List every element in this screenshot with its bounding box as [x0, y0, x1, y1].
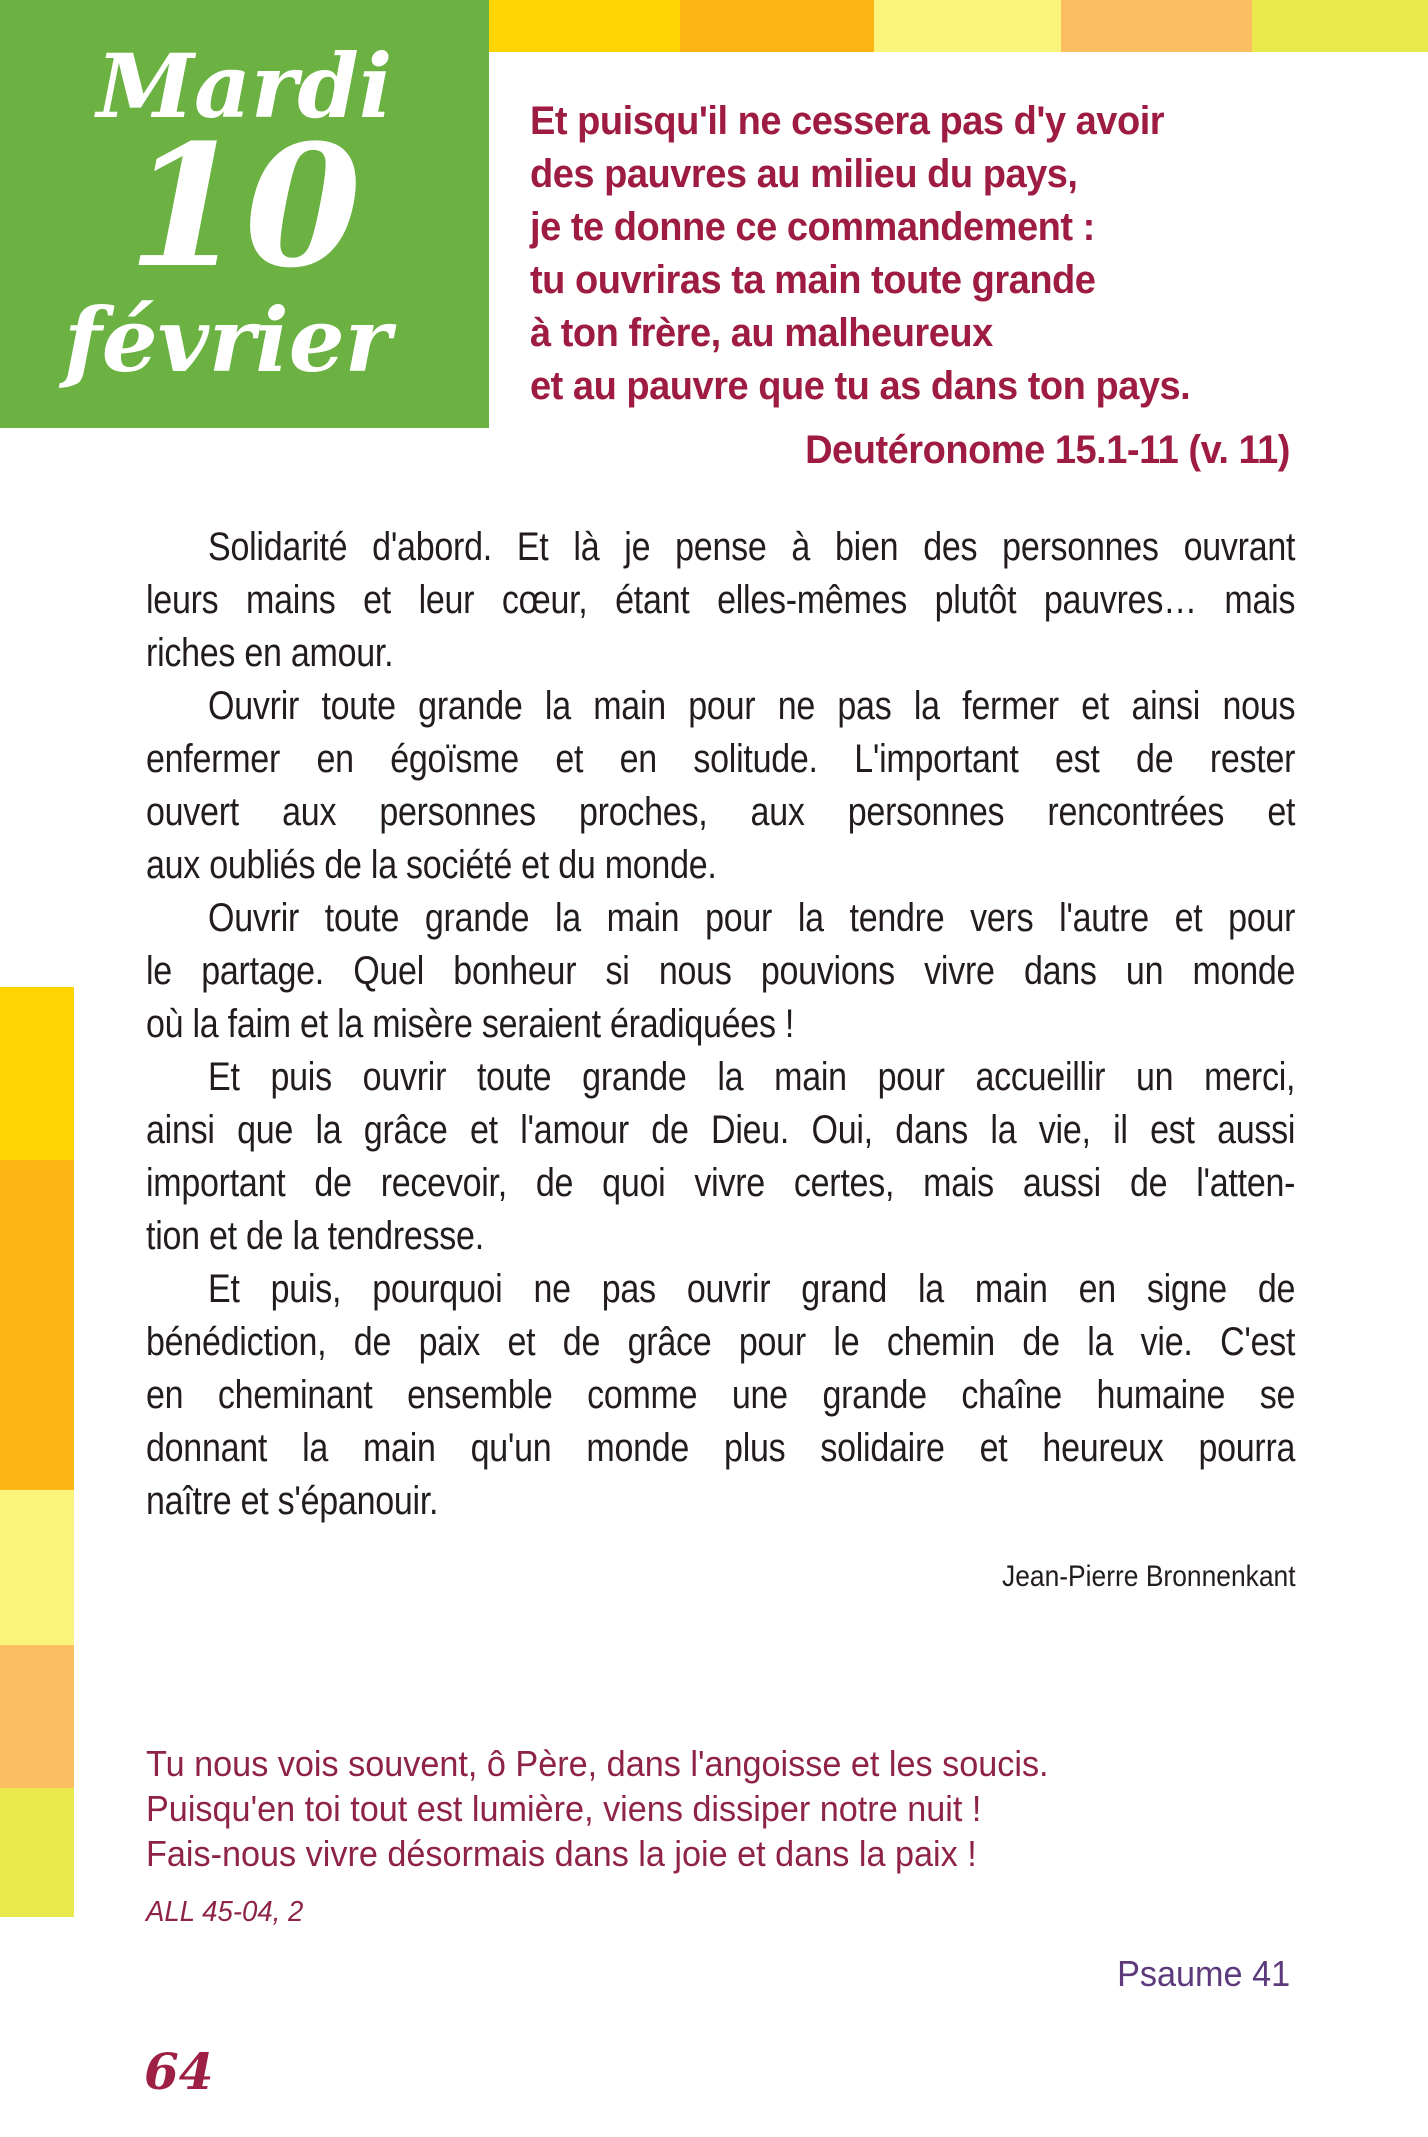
verse-line: Et puisqu'il ne cessera pas d'y avoir: [530, 99, 1165, 143]
page-number: 64: [144, 2042, 214, 2101]
body-line: Solidarité d'abord. Et là je pense à bien des personnes ouvrant: [208, 525, 1296, 569]
body-line: Ouvrir toute grande la main pour la tendre vers l'autre et pour: [208, 896, 1296, 940]
verse-reference: Deutéronome 15.1-11 (v. 11): [805, 428, 1290, 472]
color-block-apricot: [1061, 0, 1252, 52]
body-line: où la faim et la misère seraient éradiquées !: [146, 1002, 795, 1046]
paragraph: [146, 1263, 1295, 1528]
verse-line: des pauvres au milieu du pays,: [530, 152, 1078, 196]
body-line: riches en amour.: [146, 631, 394, 675]
color-block-orange: [680, 0, 874, 52]
prayer-line: Fais-nous vivre désormais dans la joie et dans la paix !: [146, 1833, 977, 1874]
color-block-apricot: [0, 1645, 74, 1788]
body-line: en cheminant ensemble comme une grande chaîne humaine se: [146, 1373, 1296, 1417]
paragraph: [146, 892, 1295, 1051]
body-line: Et puis, pourquoi ne pas ouvrir grand la main en signe de: [208, 1267, 1296, 1311]
body-line: naître et s'épanouir.: [146, 1479, 439, 1523]
prayer-text: [146, 1741, 1049, 1876]
author-credit: Jean-Pierre Bronnenkant: [1002, 1560, 1296, 1593]
body-line: ainsi que la grâce et l'amour de Dieu. Oui, dans la vie, il est aussi: [146, 1108, 1296, 1152]
body-line: enfermer en égoïsme et en solitude. L'important est de rester: [146, 737, 1296, 781]
weekday-label: Mardi: [96, 34, 393, 138]
verse-line: et au pauvre que tu as dans ton pays.: [530, 364, 1191, 408]
body-line: ouvert aux personnes proches, aux personnes rencontrées et: [146, 790, 1296, 834]
color-block-lime: [0, 1788, 74, 1917]
paragraph: [146, 1051, 1295, 1263]
top-color-strip: [489, 0, 1428, 52]
verse-line: tu ouvriras ta main toute grande: [530, 258, 1096, 302]
color-block-paleyellow: [874, 0, 1061, 52]
color-block-paleyellow: [0, 1490, 74, 1645]
paragraph: [146, 680, 1295, 892]
body-line: tion et de la tendresse.: [146, 1214, 484, 1258]
prayer-line: Tu nous vois souvent, ô Père, dans l'angoisse et les soucis.: [146, 1743, 1049, 1784]
body-line: leurs mains et leur cœur, étant elles-mêmes plutôt pauvres… mais: [146, 578, 1296, 622]
verse-line: à ton frère, au malheureux: [530, 311, 993, 355]
prayer-line: Puisqu'en toi tout est lumière, viens dissiper notre nuit !: [146, 1788, 982, 1829]
color-block-gold: [489, 0, 680, 52]
body-line: aux oubliés de la société et du monde.: [146, 843, 717, 887]
color-block-gold: [0, 987, 74, 1160]
scripture-verse: [530, 95, 1290, 477]
body-line: le partage. Quel bonheur si nous pouvions vivre dans un monde: [146, 949, 1296, 993]
verse-line: je te donne ce commandement :: [530, 205, 1095, 249]
color-block-orange: [0, 1160, 74, 1490]
body-line: donnant la main qu'un monde plus solidaire et heureux pourra: [146, 1426, 1296, 1470]
body-line: Ouvrir toute grande la main pour ne pas la fermer et ainsi nous: [208, 684, 1296, 728]
meditation-text: [146, 521, 1295, 1528]
month-label: février: [63, 288, 392, 392]
body-line: bénédiction, de paix et de grâce pour le chemin de la vie. C'est: [146, 1320, 1296, 1364]
left-color-strip: [0, 987, 74, 1917]
day-number: 10: [127, 107, 362, 305]
paragraph: [146, 521, 1295, 680]
prayer-source-reference: ALL 45-04, 2: [146, 1896, 304, 1928]
body-line: Et puis ouvrir toute grande la main pour accueillir un merci,: [208, 1055, 1296, 1099]
psalm-reference: Psaume 41: [1116, 1953, 1290, 1994]
body-line: important de recevoir, de quoi vivre certes, mais aussi de l'atten-: [146, 1161, 1296, 1205]
color-block-lime: [1252, 0, 1428, 52]
date-block: [0, 0, 489, 428]
